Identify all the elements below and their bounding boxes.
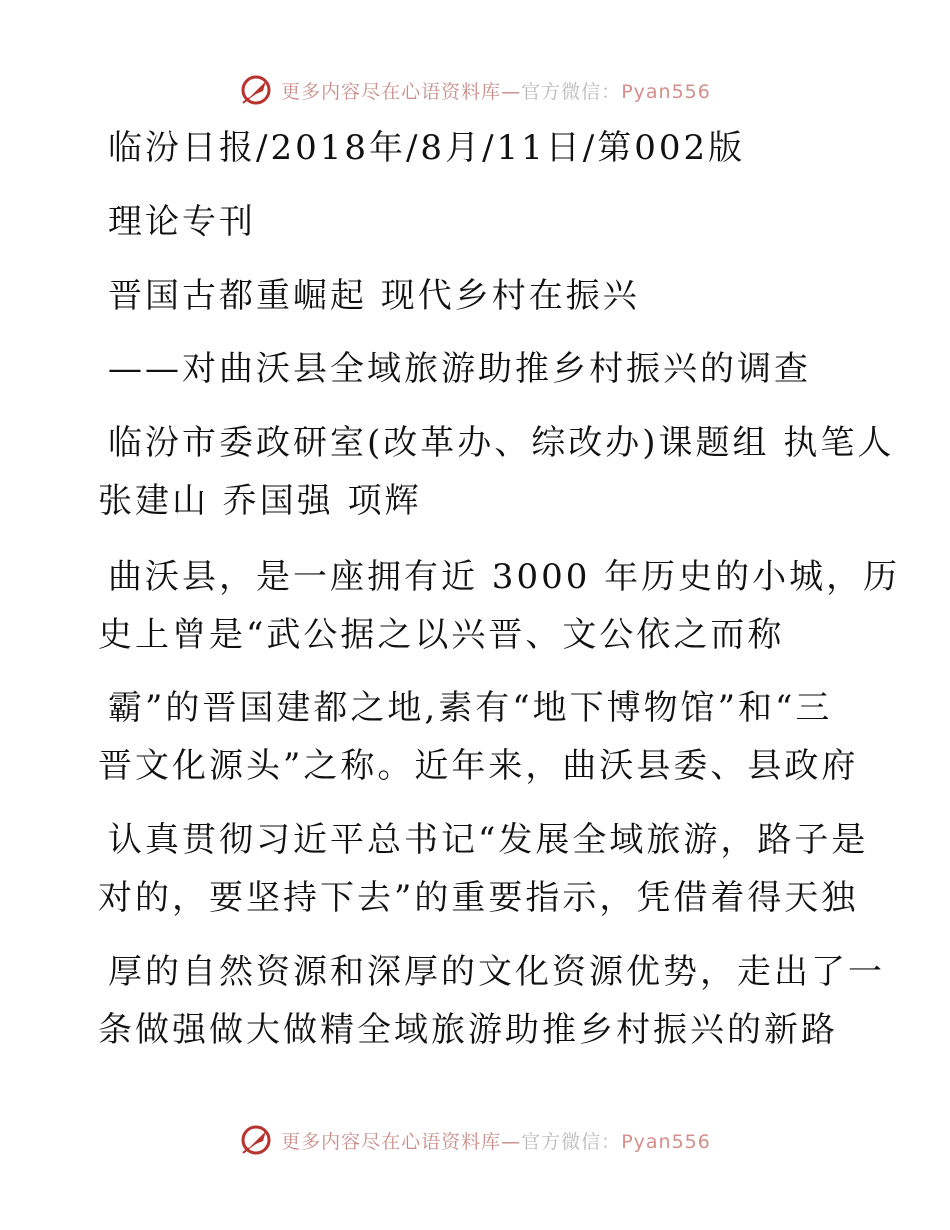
paragraph-line: 认真贯彻习近平总书记“发展全域旅游，路子是 [108, 820, 869, 860]
paragraph-line: 史上曾是“武公据之以兴晋、文公依之而称 [98, 615, 785, 655]
paragraph-line: 对的，要坚持下去”的重要指示，凭借着得天独 [98, 878, 859, 918]
author-names: 张建山 乔国强 项辉 [98, 481, 422, 521]
author-line: 临汾市委政研室(改革办、综改办)课题组 执笔人 [108, 423, 895, 463]
article-subtitle: ——对曲沃县全域旅游助推乡村振兴的调查 [108, 349, 811, 389]
paragraph-line: 厚的自然资源和深厚的文化资源优势，走出了一 [108, 952, 885, 992]
watermark-text: 更多内容尽在心语资料库—官方微信：Pyan556 [281, 1130, 711, 1153]
section-title: 理论专刊 [108, 202, 256, 242]
paragraph-line: 晋文化源头”之称。近年来，曲沃县委、县政府 [98, 746, 859, 786]
watermark-text: 更多内容尽在心语资料库—官方微信：Pyan556 [281, 80, 711, 103]
source-line: 临汾日报/2018年/8月/11日/第002版 [108, 128, 746, 168]
paragraph-line: 曲沃县，是一座拥有近 3000 年历史的小城，历 [108, 557, 901, 597]
quill-logo-icon [239, 73, 273, 107]
footer-watermark [0, 1120, 950, 1160]
paragraph-line: 条做强做大做精全域旅游助推乡村振兴的新路 [98, 1010, 838, 1050]
paragraph-line: 霸”的晋国建都之地,素有“地下博物馆”和“三 [108, 688, 833, 728]
article-title: 晋国古都重崛起 现代乡村在振兴 [108, 276, 640, 316]
header-watermark [0, 70, 950, 110]
quill-logo-icon [239, 1123, 273, 1157]
